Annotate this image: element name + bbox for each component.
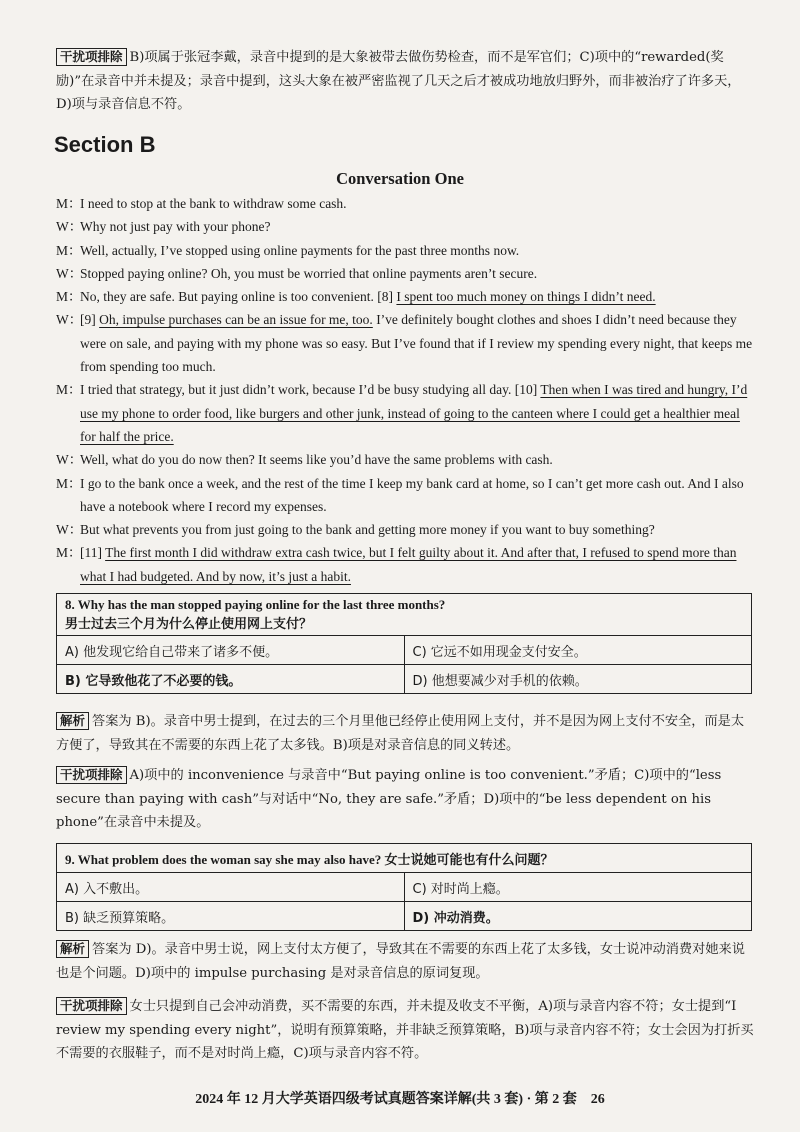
option-a: A) 他发现它给自己带来了诸多不便。 [57, 636, 405, 665]
analysis-tag: 解析 [56, 940, 89, 958]
question-8-text: 8. Why has the man stopped paying online for the last three months? 男士过去三个月为什么停止使用网上支付？ [57, 594, 752, 636]
dialogue-text-plain: [11] [80, 545, 106, 561]
q8-analysis [56, 710, 756, 757]
option-b: B) 它导致他花了不必要的钱。 [57, 665, 405, 694]
option-d: D) 他想要减少对手机的依赖。 [404, 665, 752, 694]
dialogue-text [80, 472, 756, 519]
option-d: D) 冲动消费。 [404, 902, 752, 931]
question-9-table [56, 843, 752, 931]
speaker-label: M： [56, 242, 82, 258]
analysis-text: 答案为 B)。录音中男士提到，在过去的三个月里他已经停止使用网上支付，并不是因为网上支付不安全，而是太方便了，导致其在不需要的东西上花了太多钱。B)项是对录音信息的同义转述。 [56, 714, 745, 753]
dialogue-text-plain: I need to stop at the bank to withdraw some cash. [80, 196, 347, 211]
dialogue-line [56, 192, 756, 215]
dialogue-text-plain: Why not just pay with your phone? [80, 219, 271, 235]
question-9-text: 9. What problem does the woman say she may also have? 女士说她可能也有什么问题？ [57, 844, 752, 873]
speaker-label: W： [56, 219, 83, 235]
dialogue-text-plain: No, they are safe. But paying online is too convenient. [8] [80, 289, 397, 305]
dialogue-text [80, 378, 756, 448]
key-sentence: Then when I was tired and hungry, I’d use my phone to order food, like burgers and other junk, instead of going to the canteen where I could get a healthier meal for half the price. [80, 382, 748, 444]
distractor-text: 女士只提到自己会冲动消费，买不需要的东西，并未提及收支不平衡，A)项与录音内容不符；女士提到“I review my spending every night”，说明有预算策略，并非缺乏预算策略，B)项与录音内容不符；女士会因为打折买不需要的衣服鞋子，而不是对时尚上瘾，C)项与录音内容不符。 [56, 999, 754, 1061]
dialogue-line [56, 285, 756, 308]
dialogue-text-plain: But what prevents you from just going to the bank and getting more money if you want to buy something? [80, 522, 655, 538]
page-footer: 2024 年 12 月大学英语四级考试真题答案详解(共 3 套) · 第 2 套 26 [195, 1092, 605, 1107]
dialogue [56, 192, 756, 588]
distractor-tag: 干扰项排除 [56, 766, 127, 784]
speaker-label: W： [56, 312, 83, 328]
top-note-text: B)项属于张冠李戴，录音中提到的是大象被带去做伤势检查，而不是军官们；C)项中的“rewarded(奖励)”在录音中并未提及；录音中提到，这头大象在被严密监视了几天之后才被成功地放归野外，而非被治疗了许多天，D)项与录音信息不符。 [56, 50, 741, 112]
dialogue-line [56, 239, 756, 262]
q9-analysis [56, 938, 756, 985]
conversation-title: Conversation One [336, 169, 464, 188]
speaker-label: W： [56, 522, 83, 538]
dialogue-text [80, 262, 756, 285]
speaker-label: W： [56, 452, 83, 468]
analysis-tag: 解析 [56, 712, 89, 730]
distractor-tag: 干扰项排除 [56, 997, 127, 1015]
speaker-label: M： [56, 289, 82, 305]
dialogue-line [56, 472, 756, 519]
speaker-label: W： [56, 265, 83, 281]
dialogue-line [56, 262, 756, 285]
dialogue-text-plain: [9] [80, 312, 100, 328]
dialogue-line [56, 448, 756, 471]
top-distractor-note [56, 46, 756, 117]
distractor-text: A)项中的 inconvenience 与录音中“But paying online is too convenient.”矛盾；C)项中的“less secure than paying with cash”与对话中“No, they are safe.”矛盾；D)项中的“be less dependent on his phone”在录音中未提及。 [56, 768, 722, 830]
key-sentence: I spent too much money on things I didn’t need. [396, 289, 656, 305]
dialogue-text [80, 239, 756, 262]
section-title: Section B [54, 132, 156, 157]
dialogue-text-plain: I’ve definitely bought clothes and shoes I didn’t need because they were on sale, and paying with my phone was so easy. But I’ve found that if I review my spending every night, that keeps me from spending too much. [80, 312, 753, 375]
option-c: C) 它远不如用现金支付安全。 [404, 636, 752, 665]
analysis-text: 答案为 D)。录音中男士说，网上支付太方便了，导致其在不需要的东西上花了太多钱，女士说冲动消费对她来说也是个问题。D)项中的 impulse purchasing 是对录音信息的原词复现。 [56, 942, 745, 981]
dialogue-text [80, 518, 756, 541]
option-a: A) 入不敷出。 [57, 873, 405, 902]
speaker-label: M： [56, 545, 82, 561]
key-sentence: The first month I did withdraw extra cash twice, but I felt guilty about it. And after that, I refused to spend more than what I had budgeted. And by now, it’s just a habit. [80, 545, 737, 584]
question-8-table [56, 593, 752, 694]
speaker-label: M： [56, 475, 82, 491]
dialogue-text-plain: I tried that strategy, but it just didn’t work, because I’d be busy studying all day. [10] [80, 382, 541, 398]
dialogue-text [80, 215, 756, 238]
q9-distractor [56, 995, 756, 1066]
dialogue-line [56, 541, 756, 588]
dialogue-text-plain: Stopped paying online? Oh, you must be worried that online payments aren’t secure. [80, 265, 538, 281]
speaker-label: M： [56, 382, 82, 398]
dialogue-text [80, 285, 756, 308]
dialogue-line [56, 215, 756, 238]
dialogue-line [56, 378, 756, 448]
dialogue-text-plain: I go to the bank once a week, and the rest of the time I keep my bank card at home, so I can’t get more cash out. And I also have a notebook where I record my expenses. [80, 475, 744, 514]
dialogue-text-plain: Well, what do you do now then? It seems like you’d have the same problems with cash. [80, 452, 553, 468]
dialogue-text [80, 192, 756, 215]
dialogue-text [80, 541, 756, 588]
option-c: C) 对时尚上瘾。 [404, 873, 752, 902]
q8-distractor [56, 764, 756, 835]
speaker-label: M： [56, 196, 82, 211]
dialogue-text [80, 448, 756, 471]
option-b: B) 缺乏预算策略。 [57, 902, 405, 931]
dialogue-line [56, 308, 756, 378]
distractor-tag: 干扰项排除 [56, 48, 127, 66]
dialogue-line [56, 518, 756, 541]
dialogue-text-plain: Well, actually, I’ve stopped using online payments for the past three months now. [80, 242, 520, 258]
key-sentence: Oh, impulse purchases can be an issue for me, too. [99, 312, 373, 328]
dialogue-text [80, 308, 756, 378]
